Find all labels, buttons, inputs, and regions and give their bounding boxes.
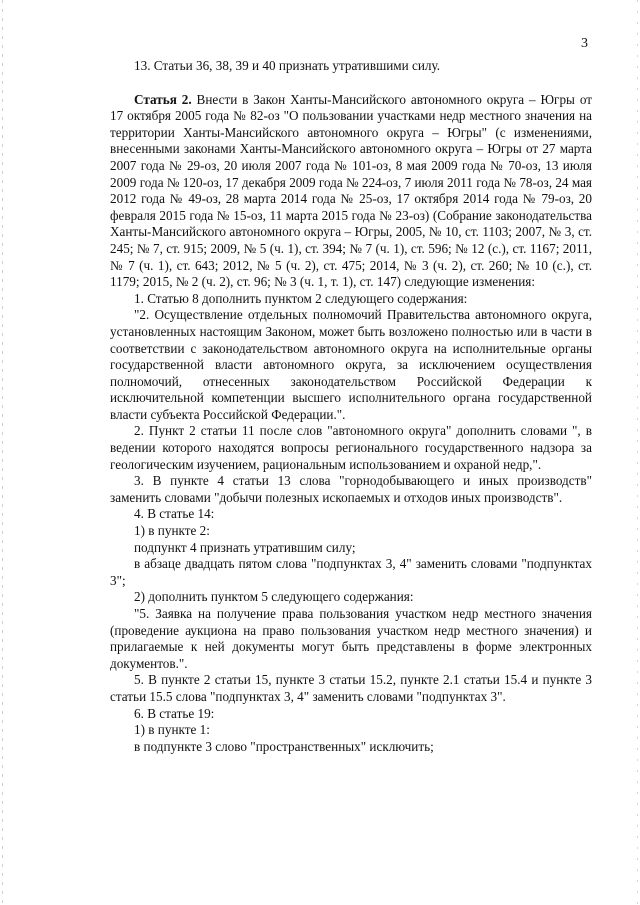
paragraph-item-1-quote: "2. Осуществление отдельных полномочий Правительства автономного округа, установленных настоящим Законом, может быть возложено полностью или в части в соответствии с законодательством автономного округа на исполнительные органы государственной власти автономного округа, за исключением осуществления полномочий, отнесенных законодательством Российской Федерации к исключительной компетенции высшего исполнительного органа государственной власти субъекта Российской Федерации.".	[110, 307, 592, 422]
paragraph-item-2: 2. Пункт 2 статьи 11 после слов "автономного округа" дополнить словами ", в ведении которого находятся вопросы регионального государственного надзора за геологическим изучением, рациональным использованием и охраной недр,".	[110, 423, 592, 472]
paragraph-item-4-sub-2: 2) дополнить пунктом 5 следующего содержания:	[134, 589, 414, 605]
paragraph-item-5: 5. В пункте 2 статьи 15, пункте 3 статьи 15.2, пункте 2.1 статьи 15.4 и пункте 3 статьи 15.5 слова "подпунктах 3, 4" заменить словами "подпунктах 3".	[110, 672, 592, 704]
paragraph-13-articles-repealed: 13. Статьи 36, 38, 39 и 40 признать утратившими силу.	[134, 58, 441, 73]
scan-edge-left	[2, 0, 3, 905]
article-2-text: Внести в Закон Ханты-Мансийского автономного округа – Югры от 17 октября 2005 года № 82-оз "О пользовании участками недр местного значения на территории Ханты-Мансийского автономного округа – Югры" (с изменениями, внесенными законами Ханты-Мансийского автономного округа – Югры от 27 марта 2007 года № 29-оз, 20 июля 2007 года № 101-оз, 8 мая 2009 года № 70-оз, 13 июля 2009 года № 120-оз, 17 декабря 2009 года № 224-оз, 7 июля 2011 года № 78-оз, 24 мая 2012 года № 49-оз, 28 марта 2014 года № 25-оз, 17 октября 2014 года № 79-оз, 20 февраля 2015 года № 15-оз, 11 марта 2015 года № 23-оз) (Собрание законодательства Ханты-Мансийского автономного округа – Югры, 2005, № 10, ст. 1103; 2007, № 3, ст. 245; № 7, ст. 915; 2009, № 5 (ч. 1), ст. 394; № 7 (ч. 1), ст. 596; № 12 (с.), ст. 1167; 2011, № 7 (ч. 1), ст. 643; 2012, № 5 (ч. 2), ст. 475; 2014, № 3 (ч. 2), ст. 260; № 10 (с.), ст. 1179; 2015, № 2 (ч. 2), ст. 96; № 3 (ч. 1, т. 1), ст. 147) следующие изменения:	[110, 91, 593, 290]
page-number: 3	[581, 36, 588, 51]
article-2-title: Статья 2.	[134, 91, 192, 107]
paragraph-item-6: 6. В статье 19:	[134, 705, 215, 721]
paragraph-item-6-sub-1: 1) в пункте 1:	[134, 722, 210, 738]
paragraph-item-3: 3. В пункте 4 статьи 13 слова "горнодобывающего и иных производств" заменить словами "добычи полезных ископаемых и отходов иных производств".	[110, 473, 592, 505]
paragraph-item-4-sub-1-a: подпункт 4 признать утратившим силу;	[134, 539, 356, 555]
paragraph-item-4-sub-1: 1) в пункте 2:	[134, 523, 210, 539]
paragraph-item-6-sub-1-a: в подпункте 3 слово "пространственных" исключить;	[134, 738, 434, 754]
paragraph-item-4-sub-2-quote: "5. Заявка на получение права пользования участком недр местного значения (проведение аукциона на право пользования участком недр местного значения) и прилагаемые к ней документы могут быть представлены в форме электронных документов.".	[110, 606, 592, 671]
document-body	[110, 58, 592, 755]
paragraph-article-2	[110, 92, 592, 291]
paragraph-item-4-sub-1-b: в абзаце двадцать пятом слова "подпунктах 3, 4" заменить словами "подпунктах 3";	[110, 556, 592, 588]
paragraph-item-1: 1. Статью 8 дополнить пунктом 2 следующего содержания:	[134, 290, 468, 306]
scan-edge-right	[637, 0, 638, 905]
paragraph-item-4: 4. В статье 14:	[134, 506, 215, 522]
